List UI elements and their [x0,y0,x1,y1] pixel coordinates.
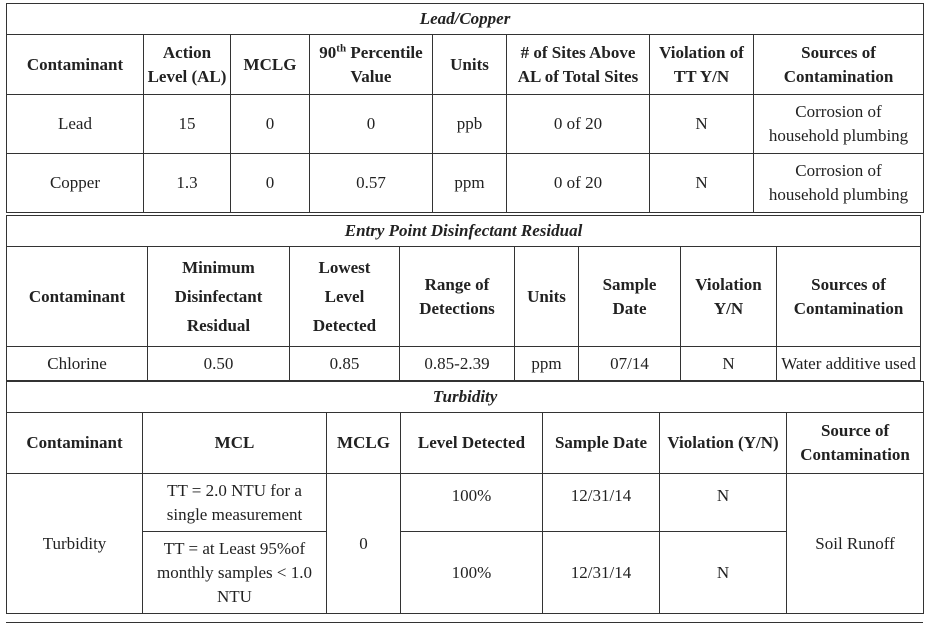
header-sample-date: Sample Date [579,247,681,347]
header-sites-above-al: # of Sites Above AL of Total Sites [507,35,650,95]
cell-min-residual: 0.50 [148,347,290,381]
header-sources: Sources of Contamination [754,35,924,95]
cell-sample-date: 12/31/14 [543,532,660,614]
cell-mclg: 0 [231,154,310,213]
header-lowest-level: Lowest Level Detected [290,247,400,347]
header-mcl: MCL [143,413,327,474]
header-contaminant: Contaminant [7,413,143,474]
disinfectant-title: Entry Point Disinfectant Residual [7,216,921,247]
header-violation: Violation (Y/N) [660,413,787,474]
turbidity-title: Turbidity [7,382,924,413]
cell-90th-percentile: 0.57 [310,154,433,213]
table-row [7,474,924,532]
cell-action-level: 1.3 [144,154,231,213]
cell-level-detected: 100% [401,532,543,614]
table-row [7,347,921,381]
header-action-level: Action Level (AL) [144,35,231,95]
lead-copper-header-row [7,35,924,95]
table-row [7,532,924,614]
table-row [7,154,924,213]
cell-contaminant: Turbidity [7,474,143,614]
header-mclg: MCLG [327,413,401,474]
header-90th-percentile: 90th Percentile Value [310,35,433,95]
header-units: Units [433,35,507,95]
header-contaminant: Contaminant [7,247,148,347]
header-mclg: MCLG [231,35,310,95]
header-sample-date: Sample Date [543,413,660,474]
bottom-rule [6,622,923,623]
cell-sources: Corrosion of household plumbing [754,154,924,213]
header-range: Range of Detections [400,247,515,347]
cell-level-detected: 100% [401,474,543,532]
cell-sample-date: 12/31/14 [543,474,660,532]
cell-mclg: 0 [327,474,401,614]
header-sources: Source of Contamination [787,413,924,474]
cell-units: ppm [515,347,579,381]
header-units: Units [515,247,579,347]
cell-range: 0.85-2.39 [400,347,515,381]
cell-mcl: TT = at Least 95%of monthly samples < 1.0 NTU [143,532,327,614]
cell-units: ppb [433,95,507,154]
cell-violation: N [660,532,787,614]
header-violation: Violation of TT Y/N [650,35,754,95]
table-row [7,95,924,154]
header-min-residual: Minimum Disinfectant Residual [148,247,290,347]
cell-90th-percentile: 0 [310,95,433,154]
cell-sources: Soil Runoff [787,474,924,614]
cell-contaminant: Lead [7,95,144,154]
cell-sample-date: 07/14 [579,347,681,381]
cell-mcl: TT = 2.0 NTU for a single measurement [143,474,327,532]
cell-sites: 0 of 20 [507,154,650,213]
cell-violation: N [660,474,787,532]
turbidity-header-row [7,413,924,474]
cell-contaminant: Copper [7,154,144,213]
turbidity-table [6,381,924,614]
cell-sources: Corrosion of household plumbing [754,95,924,154]
disinfectant-header-row [7,247,921,347]
header-contaminant: Contaminant [7,35,144,95]
cell-sources: Water additive used [777,347,921,381]
cell-sites: 0 of 20 [507,95,650,154]
cell-violation: N [650,95,754,154]
cell-mclg: 0 [231,95,310,154]
cell-units: ppm [433,154,507,213]
disinfectant-table [6,215,921,381]
lead-copper-title: Lead/Copper [7,4,924,35]
header-level-detected: Level Detected [401,413,543,474]
cell-action-level: 15 [144,95,231,154]
cell-lowest-level: 0.85 [290,347,400,381]
header-sources: Sources of Contamination [777,247,921,347]
cell-violation: N [650,154,754,213]
cell-contaminant: Chlorine [7,347,148,381]
cell-violation: N [681,347,777,381]
lead-copper-table [6,3,924,213]
header-violation: Violation Y/N [681,247,777,347]
